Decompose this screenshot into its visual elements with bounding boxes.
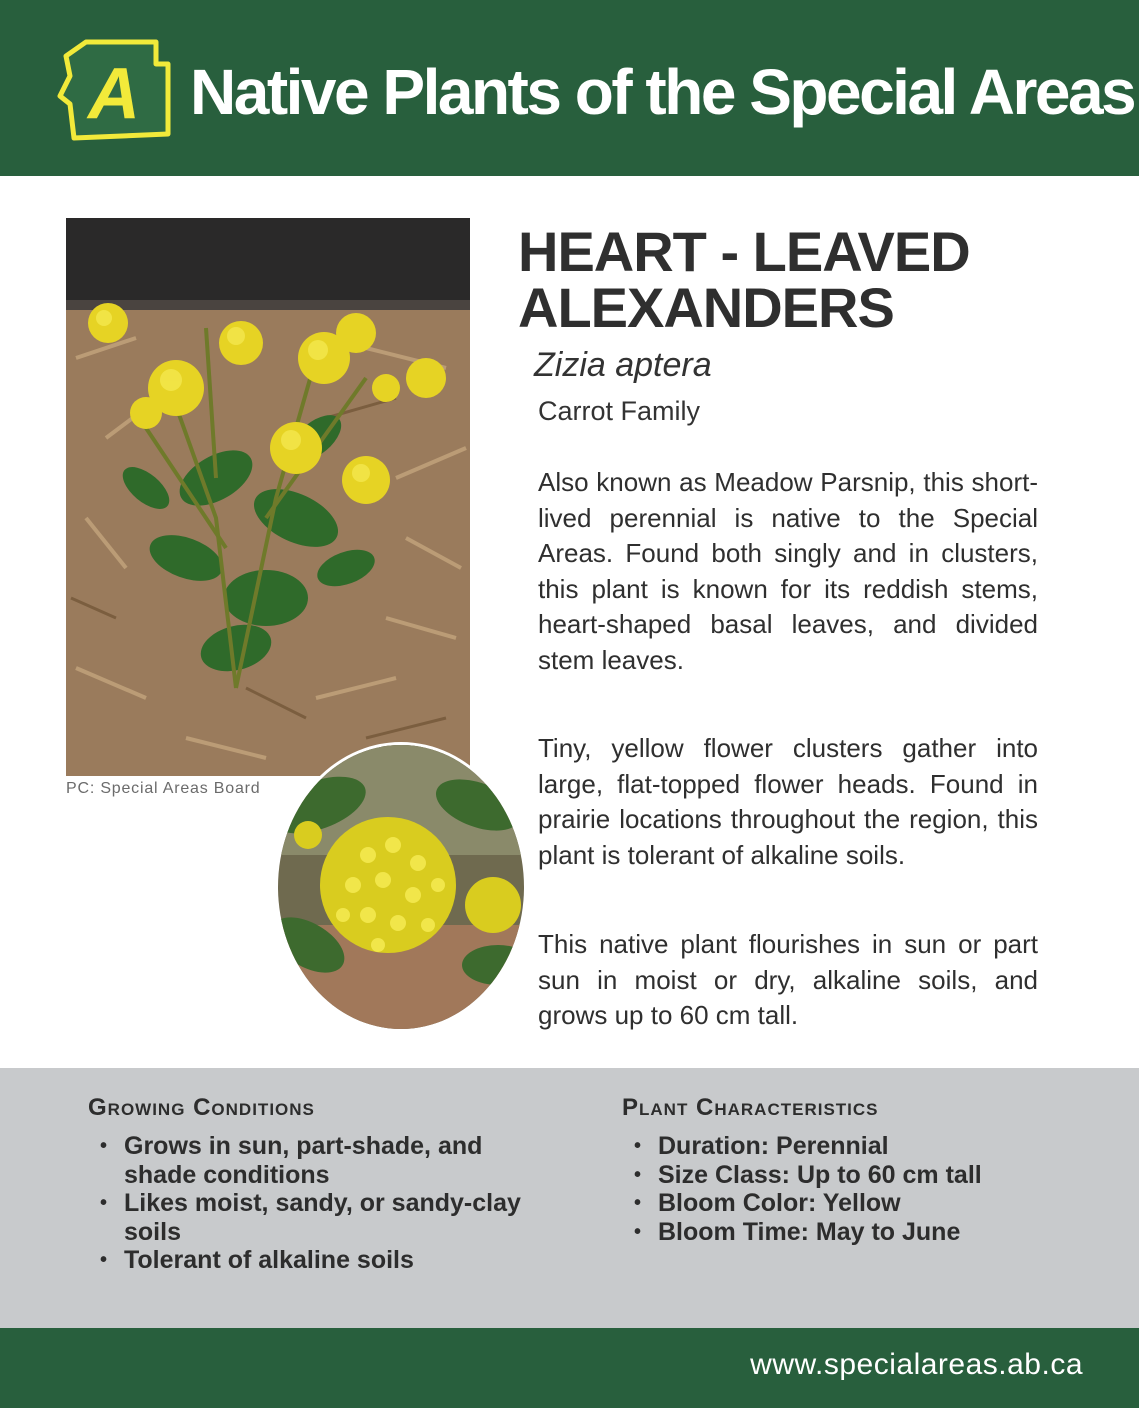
- page-footer: [0, 1328, 1139, 1408]
- website-link[interactable]: www.specialareas.ab.ca: [750, 1348, 1083, 1381]
- list-item: • Tolerant of alkaline soils: [88, 1246, 548, 1275]
- page-header: [0, 0, 1139, 176]
- plant-characteristics-heading: Plant Characteristics: [622, 1094, 879, 1121]
- plant-characteristics-list: [622, 1132, 1102, 1246]
- plant-name-line-1: HEART - LEAVED: [518, 220, 970, 283]
- description-paragraph-1: Also known as Meadow Parsnip, this short-lived perennial is native to the Special Areas. Found both singly and in clusters, this plant is known for its reddish stems, heart-shaped basal leaves, and divided stem leaves.: [538, 467, 1038, 675]
- flower-closeup-photo: [275, 742, 527, 1032]
- list-item: • Bloom Color: Yellow: [622, 1189, 1102, 1218]
- list-item: • Bloom Time: May to June: [622, 1218, 1102, 1247]
- scientific-name: Zizia aptera: [534, 346, 712, 384]
- list-item: • Likes moist, sandy, or sandy-clay soils: [88, 1189, 548, 1246]
- list-item: • Grows in sun, part-shade, and shade conditions: [88, 1132, 548, 1189]
- plant-common-name: [518, 220, 1118, 339]
- growing-conditions-section: [88, 1094, 548, 1275]
- plant-photo: [66, 218, 470, 776]
- growing-conditions-heading: Growing Conditions: [88, 1094, 315, 1121]
- description-paragraph-2: Tiny, yellow flower clusters gather into large, flat-topped flower heads. Found in prairie locations throughout the region, this plant is tolerant of alkaline soils.: [538, 733, 1038, 870]
- description-paragraph-3: This native plant flourishes in sun or part sun in moist or dry, alkaline soils, and grows up to 60 cm tall.: [538, 929, 1038, 1030]
- list-item: • Duration: Perennial: [622, 1132, 1102, 1161]
- plant-name-line-2: ALEXANDERS: [518, 276, 894, 339]
- plant-characteristics-section: [622, 1094, 1102, 1246]
- growing-conditions-list: [88, 1132, 548, 1275]
- logo-letter: A: [88, 54, 140, 134]
- site-title: Native Plants of the Special Areas: [190, 56, 1135, 128]
- list-item: • Size Class: Up to 60 cm tall: [622, 1161, 1102, 1190]
- plant-family: Carrot Family: [538, 396, 701, 426]
- photo-credit: PC: Special Areas Board: [66, 780, 261, 797]
- special-areas-logo: [56, 34, 176, 146]
- info-panel: [0, 1068, 1139, 1328]
